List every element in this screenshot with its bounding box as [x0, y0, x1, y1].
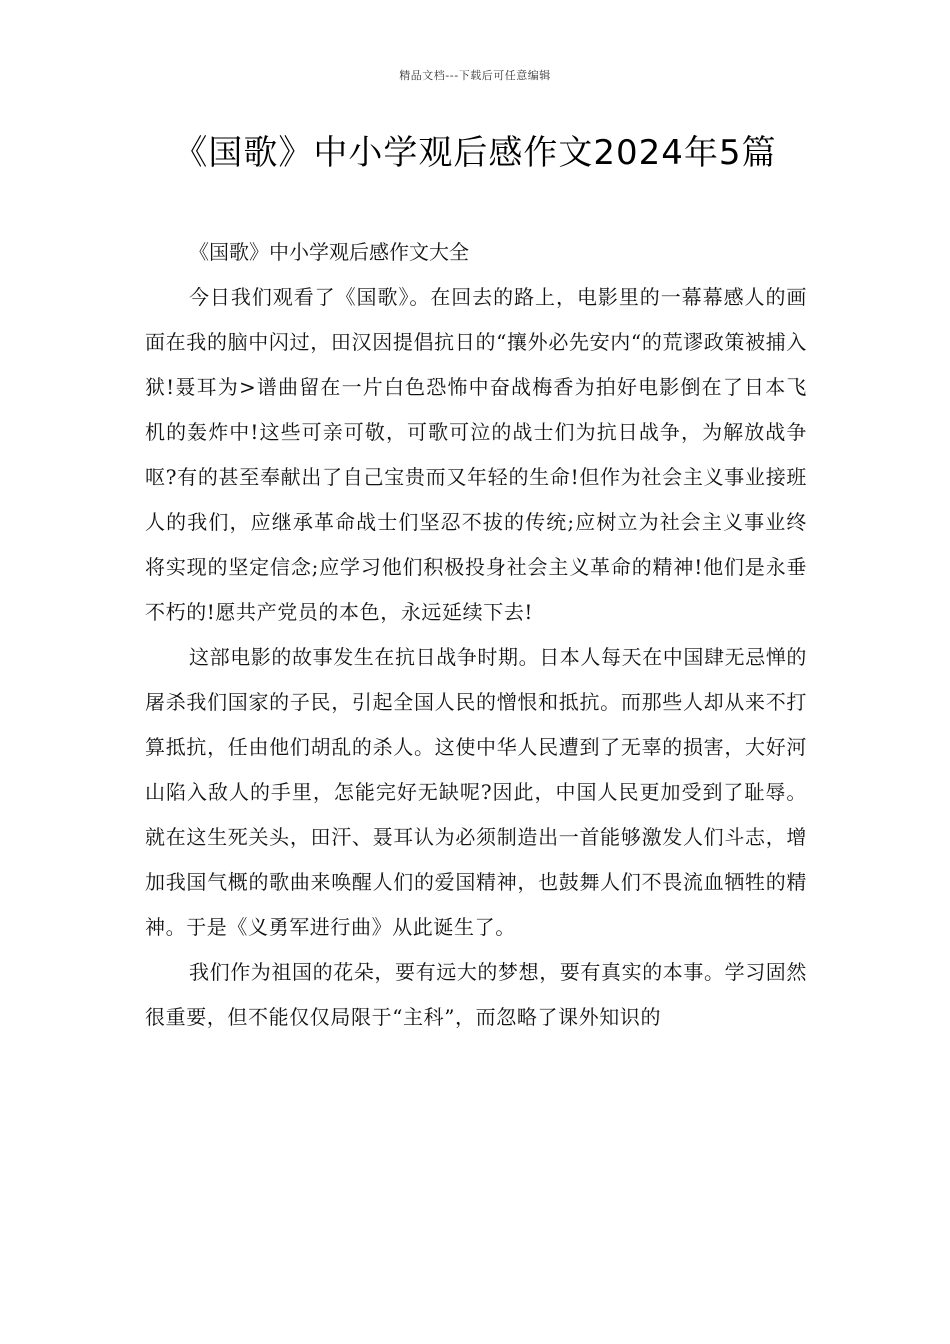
- header-note: 精品文档---下载后可任意编辑: [399, 69, 551, 82]
- document-body: [145, 230, 807, 1040]
- paragraph-2: 这部电影的故事发生在抗日战争时期。日本人每天在中国肆无忌惮的屠杀我们国家的子民，引起全国人民的憎恨和抵抗。而那些人却从来不打算抵抗，任由他们胡乱的杀人。这使中华人民遭到了无辜的损害，大好河山陷入敌人的手里，怎能完好无缺呢?因此，中国人民更加受到了耻辱。就在这生死关头，田汗、聂耳认为必须制造出一首能够激发人们斗志，增加我国气概的歌曲来唤醒人们的爱国精神，也鼓舞人们不畏流血牺牲的精神。于是《义勇军进行曲》从此诞生了。: [145, 645, 807, 939]
- paragraph-3: 我们作为祖国的花朵，要有远大的梦想，要有真实的本事。学习固然很重要，但不能仅仅局限于“主科”，而忽略了课外知识的: [145, 960, 807, 1029]
- paragraph-1: 今日我们观看了《国歌》。在回去的路上，电影里的一幕幕感人的画面在我的脑中闪过，田汉因提倡抗日的“攘外必先安内“的荒谬政策被捕入狱!聂耳为>谱曲留在一片白色恐怖中奋战梅香为拍好电影倒在了日本飞机的轰炸中!这些可亲可敬，可歌可泣的战士们为抗日战争，为解放战争呕?有的甚至奉献出了自己宝贵而又年轻的生命!但作为社会主义事业接班人的我们，应继承革命战士们坚忍不拔的传统;应树立为社会主义事业终将实现的坚定信念;应学习他们积极投身社会主义革命的精神!他们是永垂不朽的!愿共产党员的本色，永远延续下去!: [145, 285, 807, 624]
- document-subtitle: 《国歌》中小学观后感作文大全: [189, 240, 469, 264]
- document-title: 《国歌》中小学观后感作文2024年5篇: [173, 133, 777, 173]
